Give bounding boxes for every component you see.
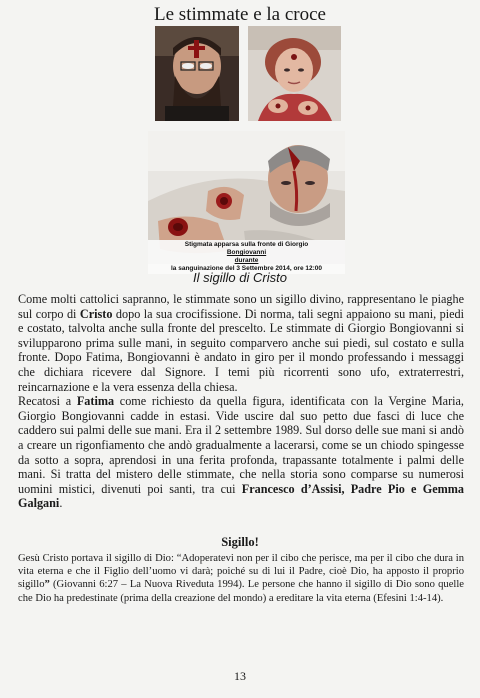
- sigillo-text: [18, 552, 464, 605]
- paragraph-1: Come molti cattolici sapranno, le stimmate sono un sigillo divino, rappresentano le piaghe sul corpo di Cristo dopo la sua crocifissione. Di norma, tali segni appaiono su mani, piedi e costato, talvolta anche sulla fronte del prescelto. Le stimmate di Giorgio Bongiovanni si svilupparono prima sulle mani, in seguito comparvero anche sui piedi, sul costato e sulla fronte. Dopo Fatima, Bongiovanni è andato in giro per il mondo professando i messaggi che dichiara ricevere dal Signore. I temi più ricorrenti sono ufo, extraterrestri, reincarnazione e la vera essenza della chiesa.: [18, 292, 464, 394]
- caption-line-1: Stigmata apparsa sulla fronte di Giorgio Bongiovanni: [184, 241, 309, 256]
- paragraph-3: Gesù Cristo portava il sigillo di Dio: “Adoperatevi non per il cibo che perisce, ma per il cibo che dura in vita eterna e che il Figlio dell’uomo vi darà; poiché su di lui il Padre, cioè Dio, ha apposto il proprio sigillo” (Giovanni 6:27 – La Nuova Riveduta 1994). Le persone che hanno il sigillo di Dio sono quelle che Dio ha predestinate (prima della creazione del mondo) a ereditare la vita eterna (Efesini 1:4-14).: [18, 553, 464, 604]
- photo-woman-stigmata: [248, 26, 341, 121]
- page-number: 13: [234, 669, 246, 683]
- paragraph-2: Recatosi a Fatima come richiesto da quella figura, identificata con la Vergine Maria, Giorgio Bongiovanni cadde in estasi. Vide uscire dal suo petto due fasci di luce che caddero sui palmi delle sue mani. Era il 2 settembre 1989. Sul dorso delle sue mani si andò a creare un rigonfiamento che andò gradualmente a lacerarsi, come se un chiodo spingesse da sotto a sopra, aprendosi in una ferita profonda, trapassante totalmente i palmi delle mani. Si tratta del mistero delle stimmate, che nella storia sono comparse su numerosi uomini mistici, divenuti poi santi, tra cui Francesco d’Assisi, Padre Pio e Gemma Galgani.: [18, 394, 464, 511]
- caption-line-2: durante la sanguinazione del 3 Settembre 2014, ore 12:00: [170, 257, 322, 272]
- page-title: Le stimmate e la croce: [154, 4, 326, 25]
- section-title-sigillo: Sigillo!: [221, 535, 259, 549]
- photo-bearded-man: [155, 26, 239, 121]
- photo-caption: [148, 240, 345, 274]
- body-text: [18, 292, 464, 511]
- section-subtitle: Il sigillo di Cristo: [193, 270, 287, 285]
